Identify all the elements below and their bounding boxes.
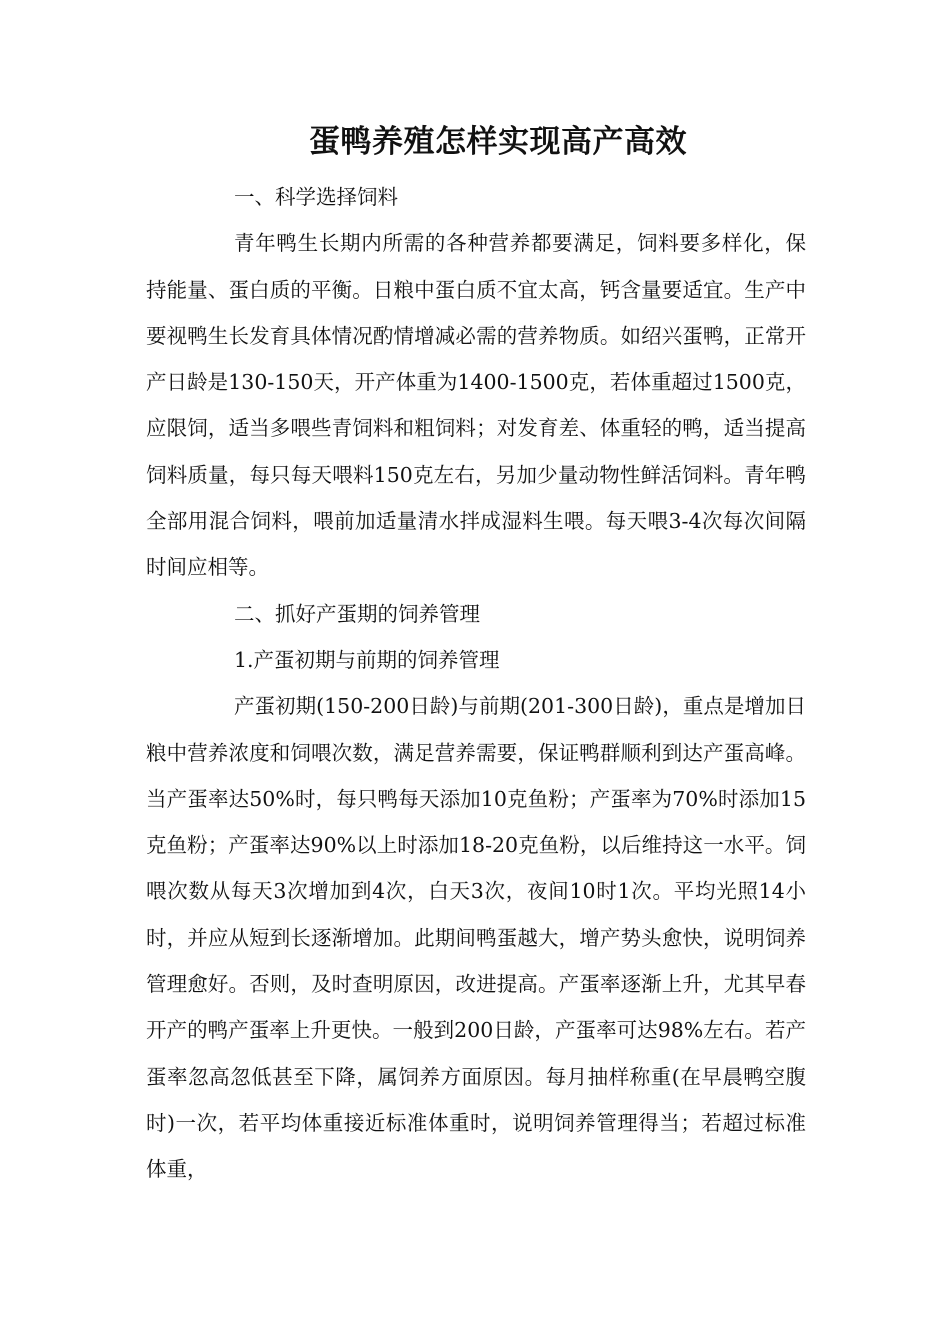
paragraph-feed: 青年鸭生长期内所需的各种营养都要满足，饲料要多样化，保持能量、蛋白质的平衡。日粮中蛋白质不宜太高，钙含量要适宜。生产中要视鸭生长发育具体情况酌情增减必需的营养物质。如绍兴蛋鸭，正常开产日龄是130-150天，开产体重为1400-1500克，若体重超过1500克，应限饲，适当多喂些青饲料和粗饲料；对发育差、体重轻的鸭，适当提高饲料质量，每只每天喂料150克左右，另加少量动物性鲜活饲料。青年鸭全部用混合饲料，喂前加适量清水拌成湿料生喂。每天喂3-4次每次间隔时间应相等。 (146, 231, 806, 580)
subsection-heading-early-laying: 1.产蛋初期与前期的饲养管理 (234, 647, 500, 672)
section-heading-feed: 一、科学选择饲料 (234, 185, 398, 209)
paragraph-early-laying: 产蛋初期(150-200日龄)与前期(201-300日龄)，重点是增加日粮中营养浓度和饲喂次数，满足营养需要，保证鸭群顺利到达产蛋高峰。当产蛋率达50%时，每只鸭每天添加10克鱼粉；产蛋率为70%时添加15克鱼粉；产蛋率达90%以上时添加18-20克鱼粉，以后维持这一水平。饲喂次数从每天3次增加到4次，白天3次，夜间10时1次。平均光照14小时，并应从短到长逐渐增加。此期间鸭蛋越大，增产势头愈快，说明饲养管理愈好。否则，及时查明原因，改进提高。产蛋率逐渐上升，尤其早春开产的鸭产蛋率上升更快。一般到200日龄，产蛋率可达98%左右。若产蛋率忽高忽低甚至下降，属饲养方面原因。每月抽样称重(在早晨鸭空腹时)一次，若平均体重接近标准体重时，说明饲养管理得当；若超过标准体重， (146, 694, 806, 1182)
section-heading-laying-period: 二、抓好产蛋期的饲养管理 (234, 601, 480, 626)
document-body (146, 118, 806, 1193)
document-title: 蛋鸭养殖怎样实现高产高效 (309, 124, 687, 160)
